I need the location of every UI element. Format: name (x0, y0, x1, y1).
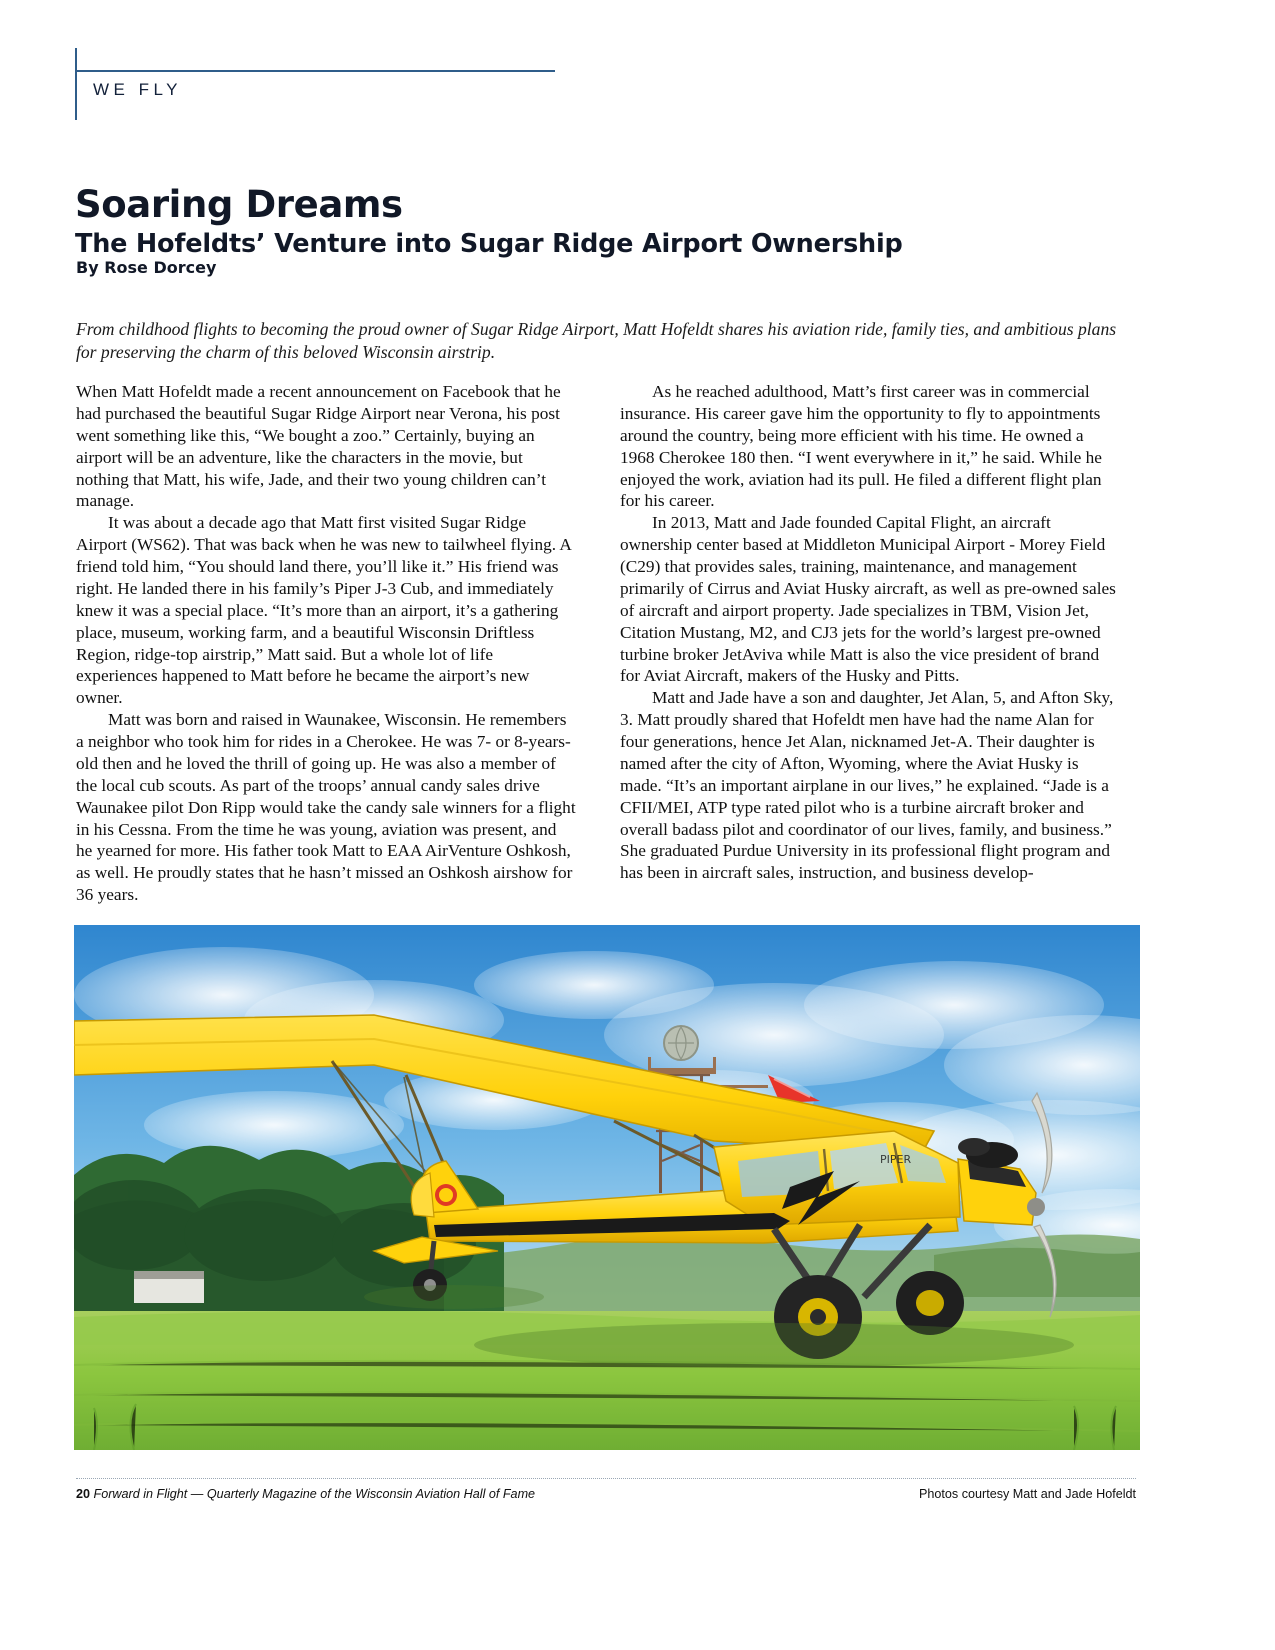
article-deck: From childhood flights to becoming the proud owner of Sugar Ridge Airport, Matt Hofeldt shares his aviation ride, family ties, and ambitious plans for preserving the charm of this beloved Wisconsin airstrip. (76, 319, 1117, 362)
kicker-horizontal-rule (75, 70, 555, 72)
byline: By Rose Dorcey (76, 258, 217, 277)
article-photo (74, 925, 1140, 1450)
paragraph: In 2013, Matt and Jade founded Capital Flight, an aircraft ownership center based at Middleton Municipal Airport - Morey Field (C29) that provides sales, training, maintenance, and management primarily of Cirrus and Aviat Husky aircraft, as well as pre-owned sales of aircraft and airport property. Jade specializes in TBM, Vision Jet, Citation Mustang, M2, and CJ3 jets for the world’s largest pre-owned turbine broker JetAviva while Matt is also the vice president of brand for Aviat Aircraft, makers of the Husky and Pitts. (620, 513, 1116, 686)
paragraph: Matt was born and raised in Waunakee, Wisconsin. He remembers a neighbor who took him for rides in a Cherokee. He was 7- or 8-years-old then and he loved the thrill of going up. He was also a member of the local cub scouts. As part of the troops’ annual candy sales drive Waunakee pilot Don Ripp would take the candy sale winners for a flight in his Cessna. From the time he was young, aviation was present, and he yearned for more. His father took Matt to EAA AirVenture Oshkosh, as well. He proudly states that he hasn’t missed an Oshkosh airshow for 36 years. (76, 710, 576, 905)
photo-illustration (74, 925, 1140, 1450)
paragraph: As he reached adulthood, Matt’s first career was in commercial insurance. His career gave him the opportunity to fly to appointments around the country, being more efficient with his time. He owned a 1968 Cherokee 180 then. “I went everywhere in it,” he said. While he enjoyed the work, aviation had its pull. He filed a different flight plan for his career. (620, 382, 1102, 511)
section-header (75, 48, 555, 118)
aircraft-marking: PIPER (880, 1153, 912, 1166)
footer-divider (76, 1478, 1136, 1479)
kicker-vertical-rule (75, 48, 77, 120)
page-subtitle: The Hofeldts’ Venture into Sugar Ridge Airport Ownership (75, 229, 903, 260)
body-column-left (76, 381, 576, 906)
footer-publication (76, 1487, 535, 1501)
page-number: 20 (76, 1487, 91, 1501)
paragraph: Matt and Jade have a son and daughter, Jet Alan, 5, and Afton Sky, 3. Matt proudly shared that Hofeldt men have had the name Alan for four generations, hence Jet Alan, nicknamed Jet-A. Their daughter is named after the city of Afton, Wyoming, where the Aviat Husky is made. “It’s an important airplane in our lives,” he explained. “Jade is a CFII/MEI, ATP type rated pilot who is a turbine aircraft broker and overall badass pilot and coordinator of our lives, family, and business.” She graduated Purdue University in its professional flight program and has been in aircraft sales, instruction, and business develop- (620, 688, 1114, 883)
section-kicker-label: WE FLY (93, 80, 183, 99)
page-title: Soaring Dreams (75, 182, 403, 226)
photo-credit: Photos courtesy Matt and Jade Hofeldt (918, 1487, 1136, 1501)
publication-name: Forward in Flight — Quarterly Magazine of the Wisconsin Aviation Hall of Fame (93, 1487, 536, 1501)
paragraph: When Matt Hofeldt made a recent announcement on Facebook that he had purchased the beautiful Sugar Ridge Airport near Verona, his post went something like this, “We bought a zoo.” Certainly, buying an airport will be an adventure, like the characters in the movie, but nothing that Matt, his wife, Jade, and their two young children can’t manage. (76, 382, 561, 511)
paragraph: It was about a decade ago that Matt first visited Sugar Ridge Airport (WS62). That was back when he was new to tailwheel flying. A friend told him, “You should land there, you’ll like it.” His friend was right. He landed there in his family’s Piper J-3 Cub, and immediately knew it was a special place. “It’s more than an airport, it’s a gathering place, museum, working farm, and a beautiful Wisconsin Driftless Region, ridge-top airstrip,” Matt said. But a whole lot of life experiences happened to Matt before he became the airport’s new owner. (76, 513, 571, 708)
body-column-right (620, 381, 1120, 884)
